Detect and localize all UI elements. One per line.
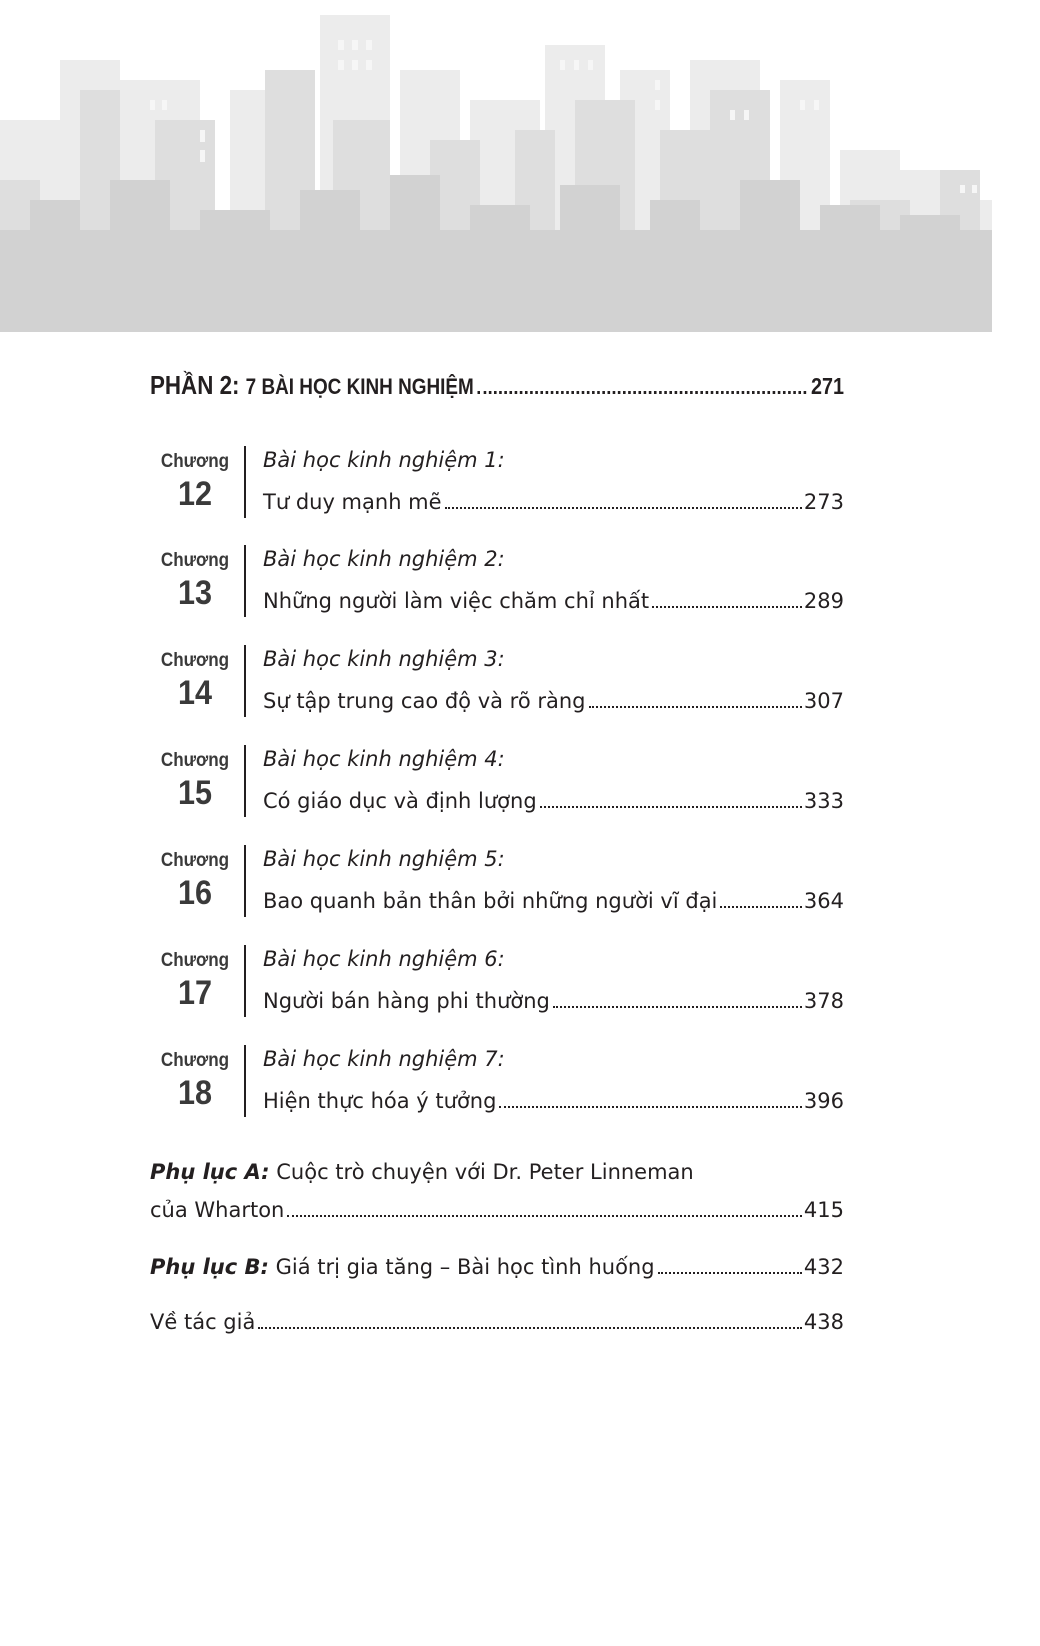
chapter-subtitle: Bài học kinh nghiệm 5: [263,847,505,871]
appendix-b[interactable] [150,1255,844,1279]
about-author[interactable] [150,1310,844,1334]
chapter-word: Chương [160,550,230,571]
chapter-title: Có giáo dục và định lượng [263,789,537,813]
chapter-title: Bao quanh bản thân bởi những người vĩ đại [263,889,718,913]
divider [244,945,246,1017]
chapter-word: Chương [160,650,230,671]
chapter-number: 17 [177,974,213,1012]
chapter-number: 13 [177,574,213,612]
chapter-title-line [263,1089,844,1113]
appendix-a-label: Phụ lục A: [150,1160,270,1184]
dot-leader [499,1106,801,1108]
divider [244,645,246,717]
chapter-page: 396 [803,1089,844,1113]
chapter-page: 333 [803,789,844,813]
appendix-b-title: Giá trị gia tăng – Bài học tình huống [275,1255,655,1279]
dot-leader [720,906,802,908]
appendix-a-page: 415 [803,1198,844,1222]
chapter-entry[interactable] [150,645,844,719]
appendix-b-page: 432 [803,1255,844,1279]
chapter-subtitle: Bài học kinh nghiệm 1: [263,448,505,472]
chapter-page: 273 [803,490,844,514]
chapter-label [150,951,240,1010]
chapter-label [150,1051,240,1110]
divider [244,745,246,817]
chapter-entry[interactable] [150,845,844,919]
appendix-a[interactable] [150,1160,844,1222]
chapter-label [150,551,240,610]
chapter-subtitle: Bài học kinh nghiệm 4: [263,747,505,771]
appendix-b-label: Phụ lục B: [150,1255,269,1279]
chapter-title: Người bán hàng phi thường [263,989,550,1013]
part-title: 7 BÀI HỌC KINH NGHIỆM [245,374,474,399]
chapter-title: Những người làm việc chăm chỉ nhất [263,589,650,613]
divider [244,545,246,617]
chapter-page: 289 [803,589,844,613]
part-page: 271 [811,373,845,399]
dot-leader [658,1272,802,1274]
chapter-title: Tư duy mạnh mẽ [263,490,442,514]
chapter-title-line [263,490,844,514]
chapter-label [150,851,240,910]
chapter-subtitle: Bài học kinh nghiệm 2: [263,547,505,571]
dot-leader [553,1006,802,1008]
chapter-title-line [263,789,844,813]
appendix-a-title-cont: của Wharton [150,1198,285,1222]
chapter-title: Hiện thực hóa ý tưởng [263,1089,497,1113]
dot-leader [477,390,806,394]
dot-leader [287,1215,802,1217]
skyline-banner [0,0,992,332]
chapter-title-line [263,589,844,613]
chapter-entry[interactable] [150,945,844,1019]
chapter-word: Chương [160,1050,230,1071]
about-author-title: Về tác giả [150,1310,256,1334]
chapter-page: 378 [803,989,844,1013]
dot-leader [445,507,802,509]
chapter-title-line [263,689,844,713]
chapter-title-line [263,989,844,1013]
divider [244,446,246,518]
chapter-number: 14 [177,674,213,712]
chapter-subtitle: Bài học kinh nghiệm 3: [263,647,505,671]
chapter-word: Chương [160,850,230,871]
chapter-label [150,651,240,710]
chapter-number: 12 [177,475,213,513]
dot-leader [258,1327,802,1329]
dot-leader [652,606,802,608]
chapter-number: 18 [177,1074,213,1112]
chapter-subtitle: Bài học kinh nghiệm 7: [263,1047,505,1071]
chapter-page: 307 [803,689,844,713]
chapter-title: Sự tập trung cao độ và rõ ràng [263,689,586,713]
divider [244,845,246,917]
chapter-word: Chương [160,750,230,771]
dot-leader [589,706,802,708]
divider [244,1045,246,1117]
chapter-number: 16 [177,874,213,912]
chapter-label [150,452,240,511]
chapter-entry[interactable] [150,446,844,520]
chapter-entry[interactable] [150,545,844,619]
part-label: PHẦN 2: [150,370,240,400]
dot-leader [540,806,802,808]
chapter-subtitle: Bài học kinh nghiệm 6: [263,947,505,971]
skyline-illustration [0,0,992,332]
chapter-page: 364 [803,889,844,913]
chapter-word: Chương [160,950,230,971]
about-author-page: 438 [803,1310,844,1334]
chapter-number: 15 [177,774,213,812]
part-heading [150,370,844,401]
appendix-a-title: Cuộc trò chuyện với Dr. Peter Linneman [276,1160,694,1184]
chapter-entry[interactable] [150,1045,844,1119]
chapter-title-line [263,889,844,913]
chapter-label [150,751,240,810]
chapter-word: Chương [160,451,230,472]
chapter-entry[interactable] [150,745,844,819]
